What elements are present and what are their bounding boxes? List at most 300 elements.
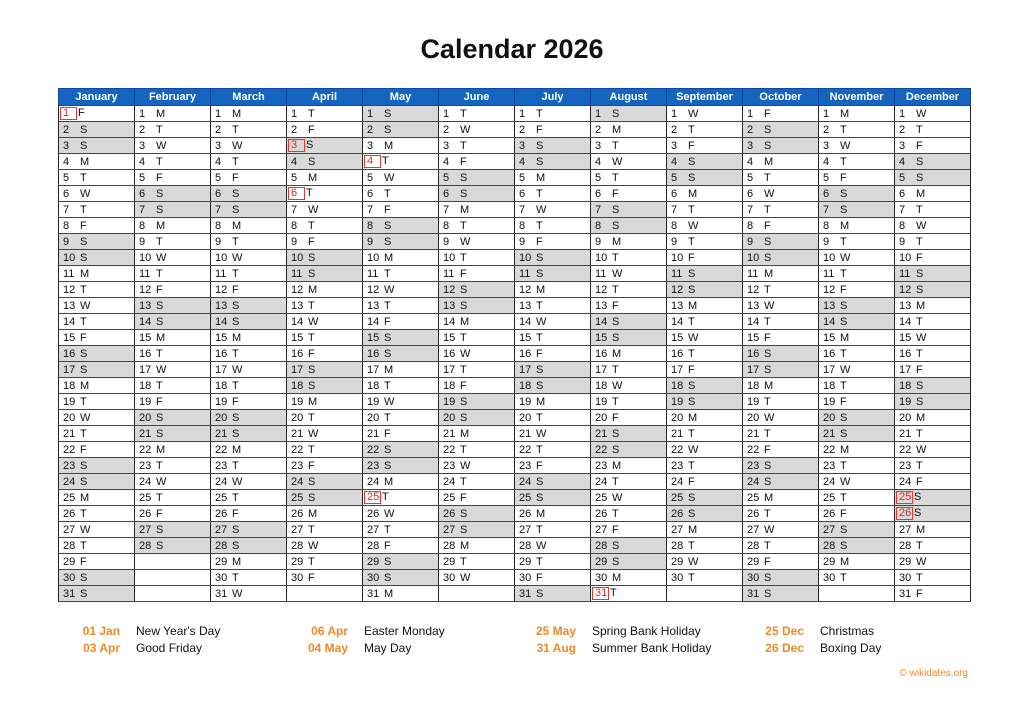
day-cell [743, 298, 819, 314]
day-cell [59, 218, 135, 234]
day-cell [363, 378, 439, 394]
weekday-letter: W [916, 107, 927, 120]
weekday-letter: M [612, 347, 622, 360]
day-number: 4 [595, 155, 602, 168]
day-number: 23 [519, 459, 532, 472]
day-cell [743, 250, 819, 266]
day-number: 11 [291, 267, 303, 280]
day-number: 11 [747, 267, 759, 280]
weekday-letter: S [460, 299, 468, 312]
day-number: 27 [595, 523, 608, 536]
day-cell [287, 154, 363, 170]
day-cell [59, 330, 135, 346]
weekday-letter: F [688, 251, 695, 264]
day-cell [287, 138, 363, 154]
weekday-letter: T [232, 571, 239, 584]
day-number: 26 [671, 507, 684, 520]
weekday-letter: T [80, 283, 87, 296]
day-row [59, 458, 971, 474]
day-number: 13 [747, 299, 760, 312]
day-number: 19 [519, 395, 532, 408]
day-number: 17 [291, 363, 304, 376]
day-number: 22 [823, 443, 836, 456]
day-cell [743, 362, 819, 378]
weekday-letter: T [156, 491, 163, 504]
weekday-letter: M [308, 395, 318, 408]
day-cell [819, 394, 895, 410]
day-number: 3 [139, 139, 146, 152]
day-cell [667, 570, 743, 586]
day-number: 6 [288, 187, 305, 200]
day-number: 17 [443, 363, 456, 376]
day-cell [211, 122, 287, 138]
day-number: 8 [519, 219, 526, 232]
day-number: 11 [519, 267, 531, 280]
day-number: 11 [367, 267, 379, 280]
day-cell [287, 314, 363, 330]
day-cell [363, 218, 439, 234]
holiday-list [58, 624, 978, 658]
day-number: 9 [367, 235, 374, 248]
day-cell [211, 298, 287, 314]
weekday-letter: F [384, 315, 391, 328]
day-number: 30 [443, 571, 456, 584]
day-number: 7 [899, 203, 906, 216]
day-row [59, 154, 971, 170]
day-number: 29 [519, 555, 532, 568]
weekday-letter: M [840, 107, 850, 120]
day-cell [439, 362, 515, 378]
day-number: 14 [519, 315, 532, 328]
weekday-letter: M [688, 411, 698, 424]
weekday-letter: S [916, 283, 924, 296]
day-number: 22 [595, 443, 608, 456]
weekday-letter: T [308, 107, 315, 120]
weekday-letter: F [232, 507, 239, 520]
day-cell [287, 122, 363, 138]
day-cell [743, 346, 819, 362]
day-cell [287, 426, 363, 442]
day-cell [743, 538, 819, 554]
weekday-letter: S [80, 235, 88, 248]
day-number: 8 [823, 219, 830, 232]
weekday-letter: T [232, 267, 239, 280]
day-number: 23 [671, 459, 684, 472]
day-row [59, 202, 971, 218]
weekday-letter: M [840, 443, 850, 456]
day-cell [59, 506, 135, 522]
weekday-letter: S [232, 427, 240, 440]
day-cell [135, 458, 211, 474]
site-credit[interactable]: © wikidates.org [899, 668, 968, 679]
day-number: 19 [747, 395, 760, 408]
weekday-letter: S [764, 235, 772, 248]
day-cell [819, 330, 895, 346]
day-cell [743, 202, 819, 218]
day-number: 5 [139, 171, 146, 184]
day-cell [591, 298, 667, 314]
holiday-name: Christmas [820, 624, 875, 638]
weekday-letter: W [232, 363, 243, 376]
day-cell [819, 554, 895, 570]
day-number: 21 [367, 427, 380, 440]
day-number: 4 [215, 155, 222, 168]
day-cell [895, 266, 971, 282]
day-number: 8 [63, 219, 70, 232]
day-number: 19 [215, 395, 228, 408]
weekday-letter: S [384, 443, 392, 456]
weekday-letter: F [916, 139, 923, 152]
day-row [59, 298, 971, 314]
day-cell [743, 330, 819, 346]
weekday-letter: M [460, 203, 470, 216]
day-cell [515, 202, 591, 218]
weekday-letter: S [232, 203, 240, 216]
day-cell [515, 154, 591, 170]
day-number: 12 [215, 283, 228, 296]
weekday-letter: T [308, 523, 315, 536]
month-header-november: November [819, 89, 895, 106]
day-cell [819, 458, 895, 474]
day-number: 22 [139, 443, 152, 456]
day-cell [743, 266, 819, 282]
day-row [59, 410, 971, 426]
day-cell [287, 474, 363, 490]
day-number: 5 [63, 171, 70, 184]
day-number: 10 [139, 251, 152, 264]
day-cell [667, 458, 743, 474]
weekday-letter: S [764, 587, 772, 600]
day-number: 23 [63, 459, 76, 472]
day-cell [363, 154, 439, 170]
day-cell [515, 298, 591, 314]
month-header-september: September [667, 89, 743, 106]
day-number: 13 [367, 299, 380, 312]
day-number: 31 [899, 587, 912, 600]
weekday-letter: T [308, 411, 315, 424]
weekday-letter: T [840, 155, 847, 168]
day-cell [135, 330, 211, 346]
day-row [59, 538, 971, 554]
day-number: 17 [63, 363, 76, 376]
day-cell [59, 314, 135, 330]
day-cell [895, 490, 971, 506]
day-number: 19 [139, 395, 152, 408]
day-number: 8 [139, 219, 146, 232]
weekday-letter: W [612, 155, 623, 168]
day-number: 9 [443, 235, 450, 248]
day-number: 16 [519, 347, 532, 360]
weekday-letter: T [688, 539, 695, 552]
day-cell [287, 362, 363, 378]
weekday-letter: T [612, 507, 619, 520]
day-cell [211, 154, 287, 170]
day-cell [211, 586, 287, 602]
day-number: 6 [367, 187, 374, 200]
weekday-letter: M [764, 379, 774, 392]
weekday-letter: S [384, 459, 392, 472]
day-cell [363, 506, 439, 522]
day-number: 1 [215, 107, 222, 120]
day-number: 22 [747, 443, 760, 456]
weekday-letter: T [536, 443, 543, 456]
day-number: 5 [215, 171, 222, 184]
day-number: 25 [595, 491, 608, 504]
holiday-date: 26 Dec [765, 641, 804, 655]
weekday-letter: T [612, 139, 619, 152]
day-number: 17 [899, 363, 912, 376]
weekday-letter: T [688, 571, 695, 584]
weekday-letter: W [232, 251, 243, 264]
weekday-letter: T [460, 443, 467, 456]
day-cell [59, 474, 135, 490]
month-header-july: July [515, 89, 591, 106]
day-cell [211, 346, 287, 362]
weekday-letter: T [612, 395, 619, 408]
day-number: 8 [367, 219, 374, 232]
day-number: 9 [291, 235, 298, 248]
day-cell [591, 538, 667, 554]
day-cell [439, 154, 515, 170]
day-cell [287, 282, 363, 298]
day-row [59, 490, 971, 506]
weekday-letter: M [232, 443, 242, 456]
weekday-letter: T [764, 283, 771, 296]
day-cell [211, 362, 287, 378]
day-cell [287, 538, 363, 554]
weekday-letter: F [840, 171, 847, 184]
day-cell [743, 122, 819, 138]
day-number: 26 [139, 507, 152, 520]
day-number: 24 [747, 475, 760, 488]
day-row [59, 170, 971, 186]
weekday-letter: T [916, 459, 923, 472]
day-number: 20 [139, 411, 152, 424]
day-number: 15 [215, 331, 228, 344]
holiday-row [58, 624, 978, 641]
day-row [59, 250, 971, 266]
day-number: 30 [671, 571, 684, 584]
day-number: 18 [747, 379, 760, 392]
day-number: 16 [291, 347, 304, 360]
weekday-letter: M [536, 507, 546, 520]
day-cell [363, 234, 439, 250]
day-number: 14 [899, 315, 912, 328]
weekday-letter: S [156, 523, 164, 536]
weekday-letter: T [840, 347, 847, 360]
weekday-letter: W [156, 475, 167, 488]
weekday-letter: T [384, 267, 391, 280]
day-cell [819, 410, 895, 426]
weekday-letter: F [764, 331, 771, 344]
day-number: 14 [291, 315, 304, 328]
weekday-letter: T [80, 171, 87, 184]
day-number: 31 [519, 587, 532, 600]
weekday-letter: M [384, 475, 394, 488]
day-cell [667, 474, 743, 490]
day-cell [895, 218, 971, 234]
day-number: 14 [367, 315, 380, 328]
day-number: 20 [519, 411, 532, 424]
weekday-letter: T [232, 235, 239, 248]
day-number: 25 [747, 491, 760, 504]
day-number: 24 [595, 475, 608, 488]
day-number: 2 [595, 123, 602, 136]
weekday-letter: M [384, 139, 394, 152]
weekday-letter: T [308, 299, 315, 312]
weekday-letter: S [916, 171, 924, 184]
year-calendar-table [58, 88, 971, 602]
weekday-letter: W [460, 123, 471, 136]
weekday-letter: S [764, 251, 772, 264]
day-number: 8 [291, 219, 298, 232]
day-number: 10 [291, 251, 304, 264]
weekday-letter: T [460, 251, 467, 264]
weekday-letter: M [156, 107, 166, 120]
holiday-name: Boxing Day [820, 641, 882, 655]
day-number: 10 [519, 251, 532, 264]
day-cell [59, 298, 135, 314]
day-number: 22 [443, 443, 456, 456]
day-cell [135, 138, 211, 154]
day-cell [287, 522, 363, 538]
weekday-letter: T [536, 411, 543, 424]
day-cell [667, 250, 743, 266]
day-cell [895, 186, 971, 202]
weekday-letter: T [384, 379, 391, 392]
weekday-letter: F [536, 123, 543, 136]
day-number: 25 [443, 491, 456, 504]
day-cell [439, 218, 515, 234]
holiday-name: Easter Monday [364, 624, 445, 638]
weekday-letter: S [80, 139, 88, 152]
weekday-letter: M [916, 411, 926, 424]
weekday-letter: M [688, 523, 698, 536]
day-number: 24 [367, 475, 380, 488]
day-number: 6 [671, 187, 678, 200]
day-number: 27 [63, 523, 76, 536]
day-number: 24 [823, 475, 836, 488]
day-number: 15 [291, 331, 304, 344]
day-number: 11 [595, 267, 607, 280]
day-cell [135, 298, 211, 314]
weekday-letter: F [612, 523, 619, 536]
weekday-letter: T [460, 475, 467, 488]
day-number: 23 [747, 459, 760, 472]
weekday-letter: F [80, 555, 87, 568]
day-row [59, 122, 971, 138]
day-cell [591, 362, 667, 378]
weekday-letter: T [232, 123, 239, 136]
day-cell [363, 586, 439, 602]
weekday-letter: F [384, 427, 391, 440]
day-number: 14 [823, 315, 836, 328]
day-number: 4 [823, 155, 830, 168]
weekday-letter: S [840, 523, 848, 536]
weekday-letter: S [612, 555, 620, 568]
weekday-letter: W [80, 523, 91, 536]
holiday-date: 25 Dec [765, 624, 804, 638]
weekday-letter: F [764, 219, 771, 232]
month-header-january: January [59, 89, 135, 106]
day-row [59, 234, 971, 250]
day-number: 27 [823, 523, 836, 536]
day-cell [515, 170, 591, 186]
day-cell [439, 394, 515, 410]
weekday-letter: S [840, 315, 848, 328]
day-number: 8 [899, 219, 906, 232]
weekday-letter: F [688, 475, 695, 488]
weekday-letter: W [536, 539, 547, 552]
day-cell [439, 314, 515, 330]
day-number: 4 [291, 155, 298, 168]
day-cell [439, 490, 515, 506]
day-number: 4 [671, 155, 678, 168]
day-number: 8 [215, 219, 222, 232]
day-cell [135, 234, 211, 250]
weekday-letter: S [688, 283, 696, 296]
day-cell [363, 250, 439, 266]
day-number: 24 [291, 475, 304, 488]
page-title: Calendar 2026 [420, 34, 604, 64]
day-number: 19 [367, 395, 380, 408]
day-number: 19 [443, 395, 456, 408]
weekday-letter: F [840, 395, 847, 408]
day-number: 30 [823, 571, 836, 584]
day-number: 5 [899, 171, 906, 184]
weekday-letter: W [916, 443, 927, 456]
weekday-letter: S [460, 187, 468, 200]
weekday-letter: F [840, 283, 847, 296]
weekday-letter: T [156, 155, 163, 168]
weekday-letter: W [764, 299, 775, 312]
day-cell [743, 218, 819, 234]
day-cell [515, 234, 591, 250]
day-number: 1 [671, 107, 678, 120]
day-number: 2 [671, 123, 678, 136]
day-number: 2 [747, 123, 754, 136]
weekday-letter: F [232, 171, 239, 184]
day-number: 12 [823, 283, 836, 296]
day-number: 17 [747, 363, 760, 376]
day-number: 27 [291, 523, 304, 536]
day-cell [363, 202, 439, 218]
weekday-letter: F [916, 363, 923, 376]
day-cell [895, 298, 971, 314]
day-cell [363, 458, 439, 474]
day-number: 27 [899, 523, 912, 536]
day-number: 30 [899, 571, 912, 584]
weekday-letter: W [156, 251, 167, 264]
day-cell [591, 490, 667, 506]
day-cell [135, 346, 211, 362]
day-number: 10 [747, 251, 760, 264]
day-cell [135, 154, 211, 170]
weekday-letter: S [536, 491, 544, 504]
weekday-letter: T [840, 123, 847, 136]
weekday-letter: M [612, 459, 622, 472]
weekday-letter: S [156, 539, 164, 552]
weekday-letter: T [688, 315, 695, 328]
day-cell [211, 538, 287, 554]
day-number: 8 [747, 219, 754, 232]
day-cell [59, 362, 135, 378]
day-cell [211, 106, 287, 122]
weekday-letter: S [612, 315, 620, 328]
day-cell [363, 170, 439, 186]
day-cell [819, 522, 895, 538]
weekday-letter: T [916, 539, 923, 552]
